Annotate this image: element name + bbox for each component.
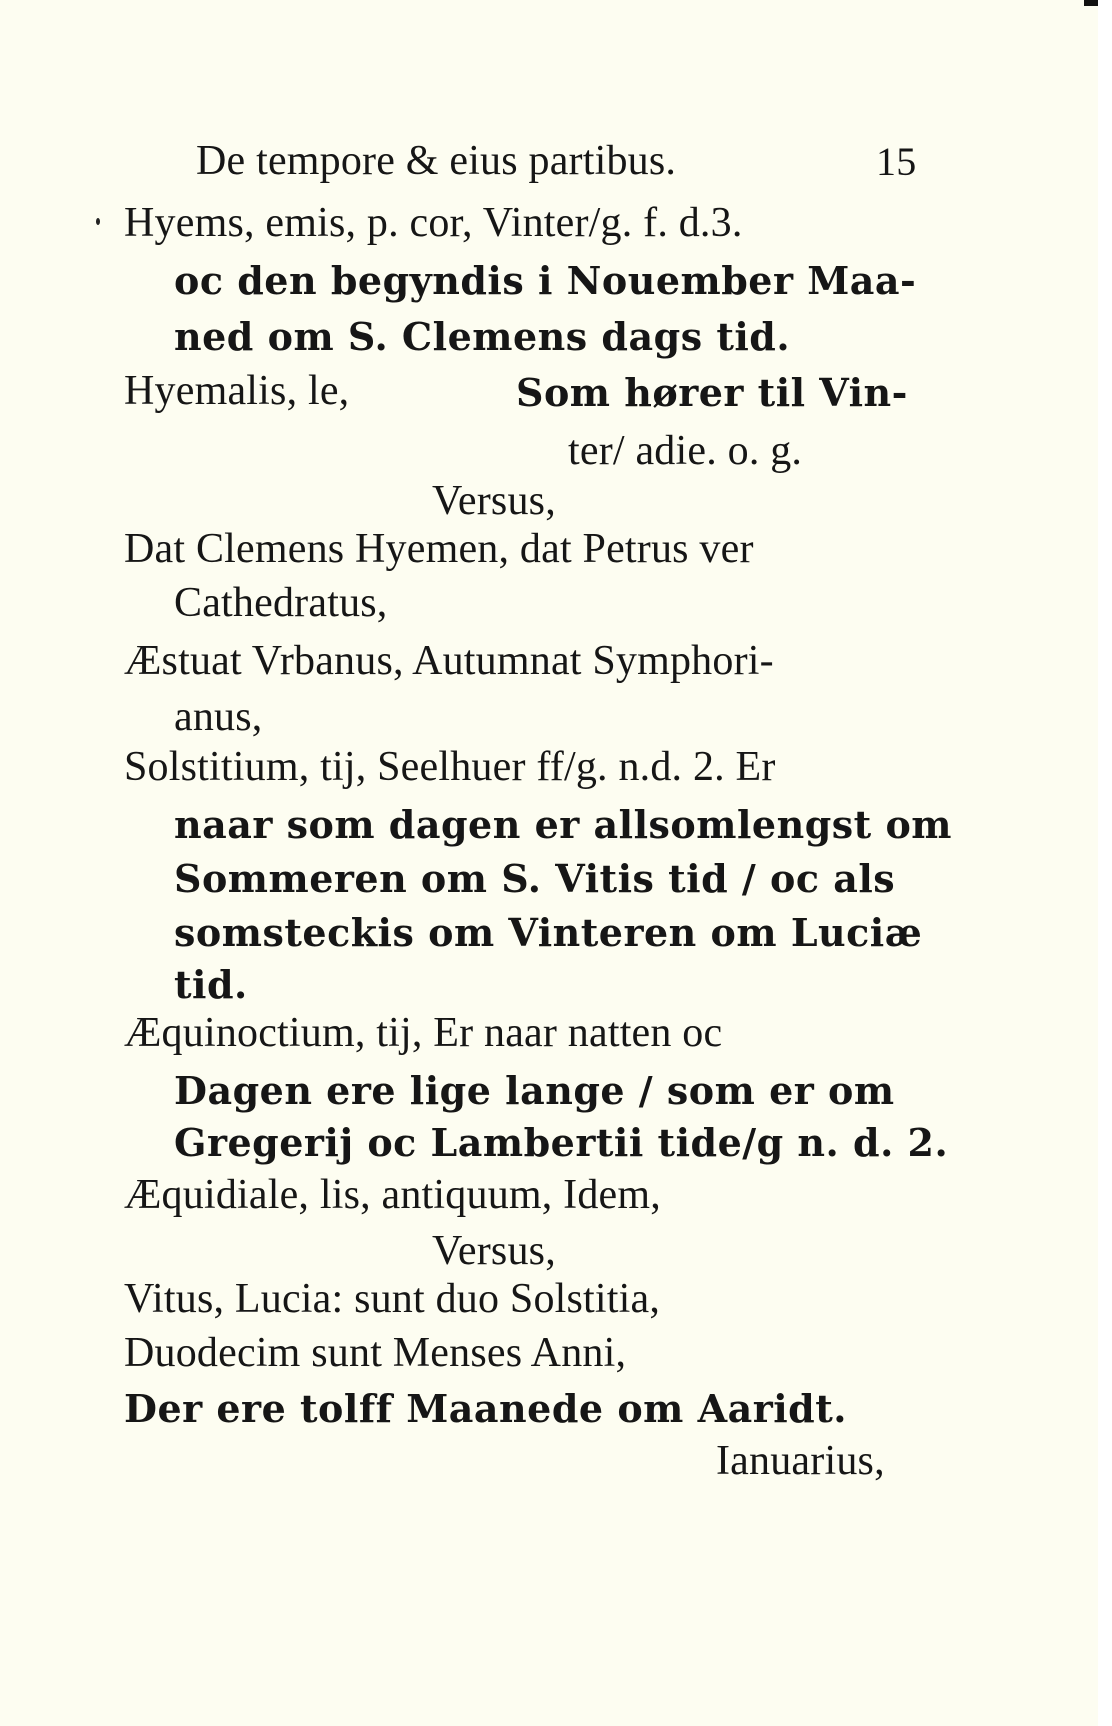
text-line-22: Vitus, Lucia: sunt duo Solstitia,	[124, 1276, 661, 1322]
text-line-5: Som hører til Vin-	[516, 370, 908, 415]
page-number: 15	[876, 139, 917, 184]
text-line-19: Gregerij oc Lambertii tide/g n. d. 2.	[174, 1120, 949, 1165]
text-line-13: naar som dagen er allsomlengst om	[174, 802, 953, 847]
text-line-10: Æstuat Vrbanus, Autumnat Symphori-	[124, 638, 774, 684]
text-line-11: anus,	[174, 694, 263, 740]
text-line-15: somsteckis om Vinteren om Luciæ	[174, 910, 923, 955]
text-line-24: Der ere tolff Maanede om Aaridt.	[124, 1386, 848, 1431]
text-line-17: Æquinoctium, tij, Er naar natten oc	[124, 1010, 723, 1056]
text-line-18: Dagen ere lige lange / som er om	[174, 1068, 895, 1113]
catchword: Ianuarius,	[716, 1438, 885, 1484]
heading-versus-1: Versus,	[432, 478, 556, 524]
text-line-6: ter/ adie. o. g.	[568, 428, 803, 474]
text-line-23: Duodecim sunt Menses Anni,	[124, 1330, 627, 1376]
text-line-16: tid.	[174, 962, 248, 1007]
ink-speck	[96, 218, 100, 225]
text-line-14: Sommeren om S. Vitis tid / oc als	[174, 856, 896, 901]
text-line-1: Hyems, emis, p. cor, Vinter/g. f. d.3.	[124, 200, 743, 246]
running-title: De tempore & eius partibus.	[196, 138, 677, 184]
text-line-2: oc den begyndis i Nouember Maa-	[174, 258, 917, 303]
scan-edge-mark	[1084, 0, 1098, 6]
text-line-9: Cathedratus,	[174, 580, 388, 626]
text-line-20: Æquidiale, lis, antiquum, Idem,	[124, 1172, 661, 1218]
text-line-4: Hyemalis, le,	[124, 368, 350, 414]
text-line-12: Solstitium, tij, Seelhuer ff/g. n.d. 2. Er	[124, 744, 776, 790]
text-line-3: ned om S. Clemens dags tid.	[174, 314, 791, 359]
text-line-8: Dat Clemens Hyemen, dat Petrus ver	[124, 526, 754, 572]
heading-versus-2: Versus,	[432, 1228, 556, 1274]
